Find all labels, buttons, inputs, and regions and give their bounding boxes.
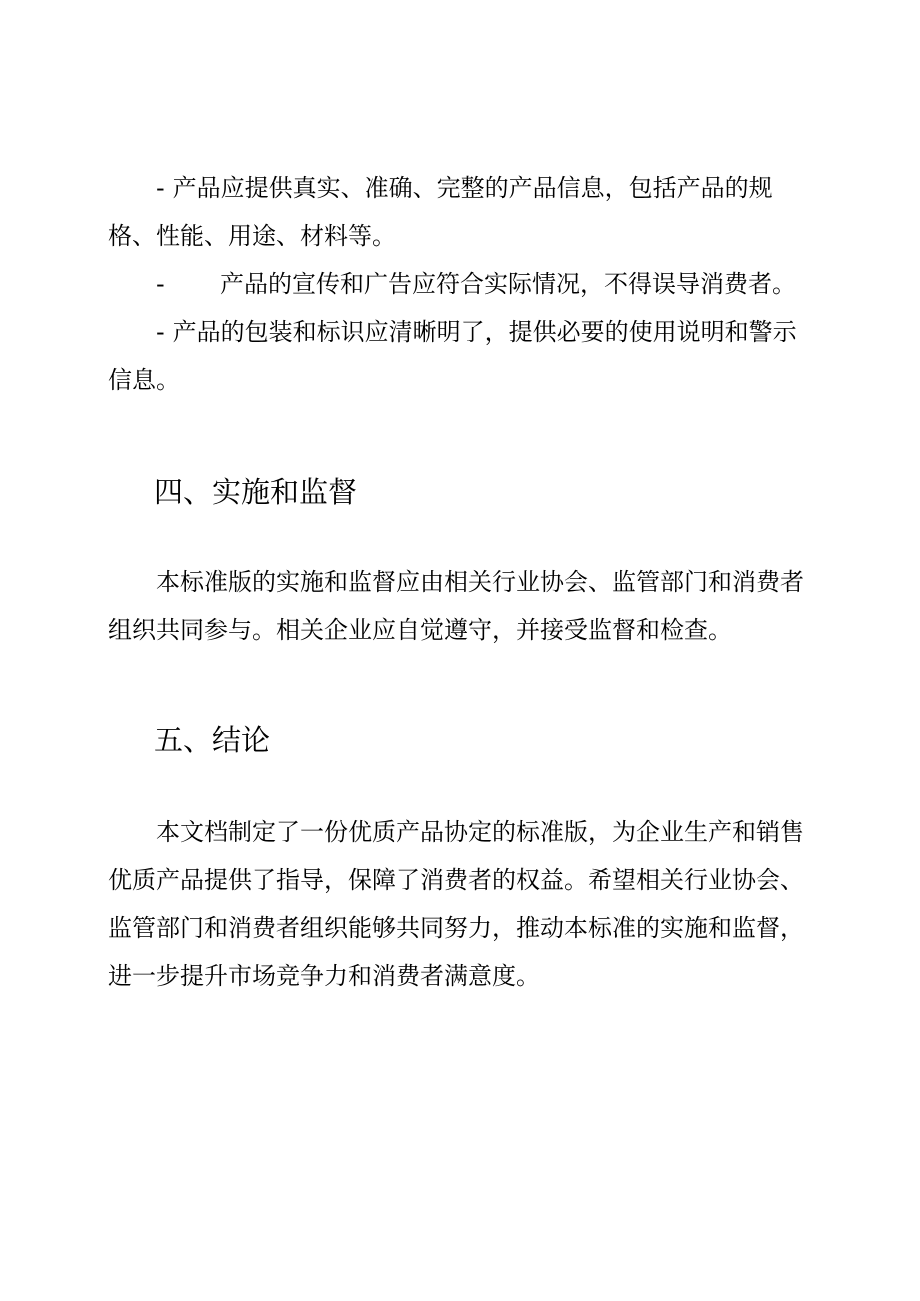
bullet-text: 产品的包装和标识应清晰明了，提供必要的使用说明和警示信息。	[108, 318, 797, 394]
bullet-item-product-info	[108, 164, 808, 260]
bullet-dash: -	[156, 318, 165, 346]
bullet-dash: -	[156, 270, 165, 298]
bullet-dash: -	[156, 174, 165, 202]
section-heading-implementation: 四、实施和监督	[154, 475, 358, 509]
bullet-item-advertising	[108, 260, 808, 308]
section-body-implementation: 本标准版的实施和监督应由相关行业协会、监管部门和消费者组织共同参与。相关企业应自觉遵守，并接受监督和检查。	[108, 568, 804, 644]
bullet-text: 产品应提供真实、准确、完整的产品信息，包括产品的规格、性能、用途、材料等。	[108, 174, 773, 250]
bullet-text: 产品的宣传和广告应符合实际情况，不得误导消费者。	[220, 270, 796, 298]
bullet-item-packaging	[108, 308, 808, 404]
section-heading-conclusion: 五、结论	[154, 723, 271, 757]
section-body-conclusion: 本文档制定了一份优质产品协定的标准版，为企业生产和销售优质产品提供了指导，保障了消费者的权益。希望相关行业协会、监管部门和消费者组织能够共同努力，推动本标准的实施和监督，进一步提升市场竞争力和消费者满意度。	[108, 818, 804, 990]
